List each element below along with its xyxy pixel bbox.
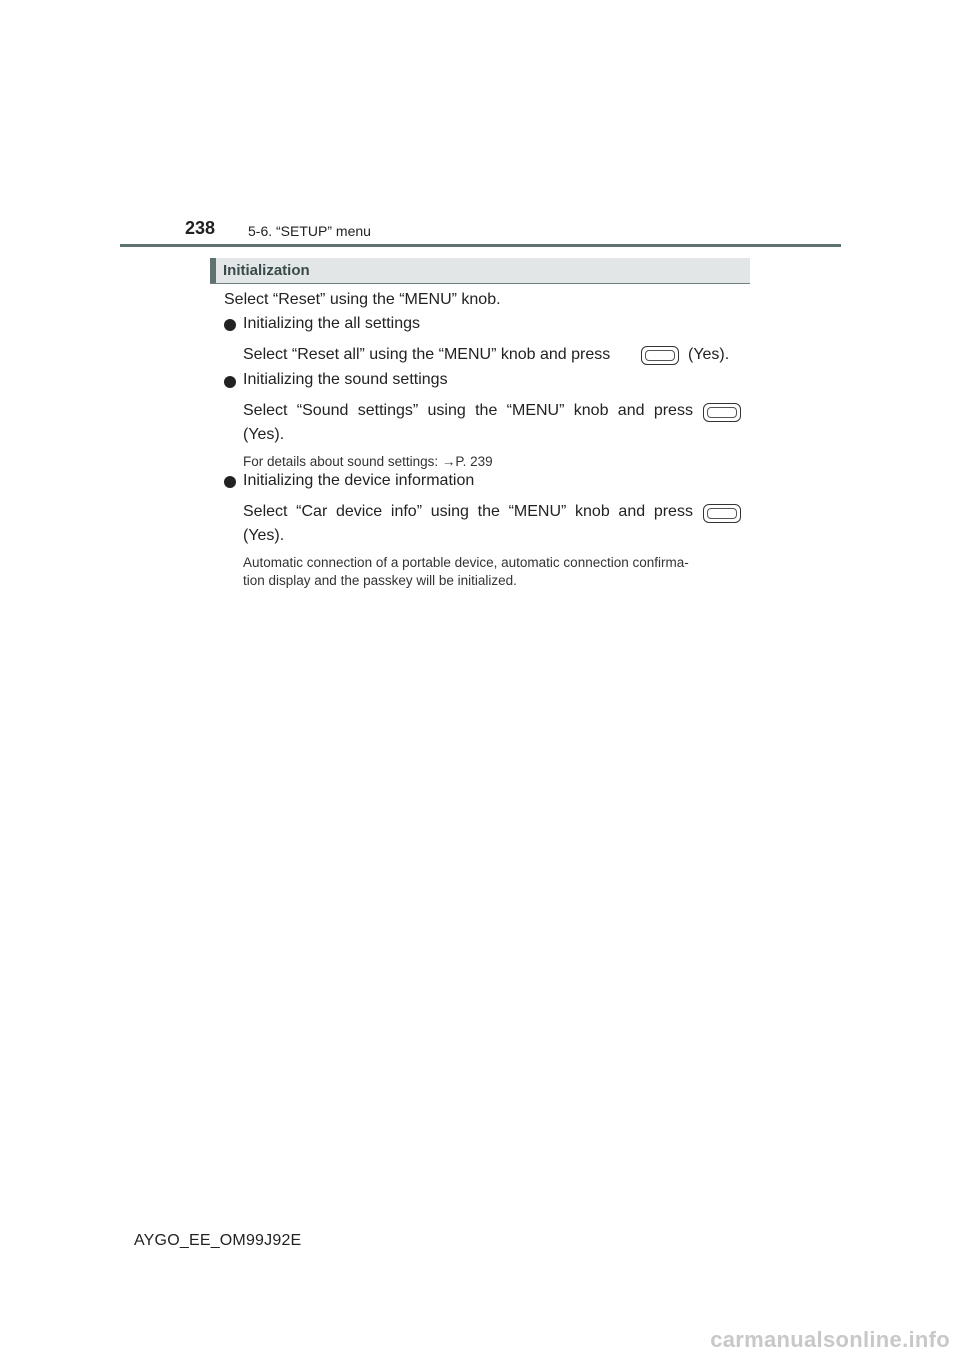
item-note: tion display and the passkey will be initialized.: [243, 573, 517, 588]
steering-switch-button-icon: [703, 504, 741, 523]
item-title: Initializing the device information: [243, 472, 475, 489]
heading-text: Initialization: [223, 262, 310, 279]
item-note: For details about sound settings: →P. 239: [243, 454, 493, 469]
bullet-icon: [224, 319, 236, 331]
item-note: Automatic connection of a portable device, automatic connection confirma-: [243, 555, 689, 570]
steering-switch-button-icon: [703, 403, 741, 422]
item-title: Initializing the sound settings: [243, 371, 448, 388]
item-instruction-cont: (Yes).: [243, 426, 285, 443]
item-instruction: Select “Car device info” using the “MENU” knob and press: [243, 503, 693, 520]
header-rule: [120, 244, 841, 247]
section-title: 5-6. “SETUP” menu: [248, 223, 371, 239]
bullet-icon: [224, 376, 236, 388]
watermark: carmanualsonline.info: [710, 1327, 950, 1352]
item-title: Initializing the all settings: [243, 315, 420, 332]
item-instruction-cont: (Yes).: [243, 527, 285, 544]
section-heading: [210, 258, 750, 284]
bullet-icon: [224, 476, 236, 488]
heading-accent: [210, 258, 216, 283]
item-instruction: Select “Reset all” using the “MENU” knob and press: [243, 346, 611, 363]
item-instruction: Select “Sound settings” using the “MENU” knob and press: [243, 402, 693, 419]
steering-switch-button-icon: [641, 346, 679, 365]
item-instruction-suffix: (Yes).: [688, 346, 730, 363]
page-number: 238: [185, 218, 216, 238]
document-code: AYGO_EE_OM99J92E: [134, 1232, 302, 1249]
intro-text: Select “Reset” using the “MENU” knob.: [224, 291, 501, 308]
